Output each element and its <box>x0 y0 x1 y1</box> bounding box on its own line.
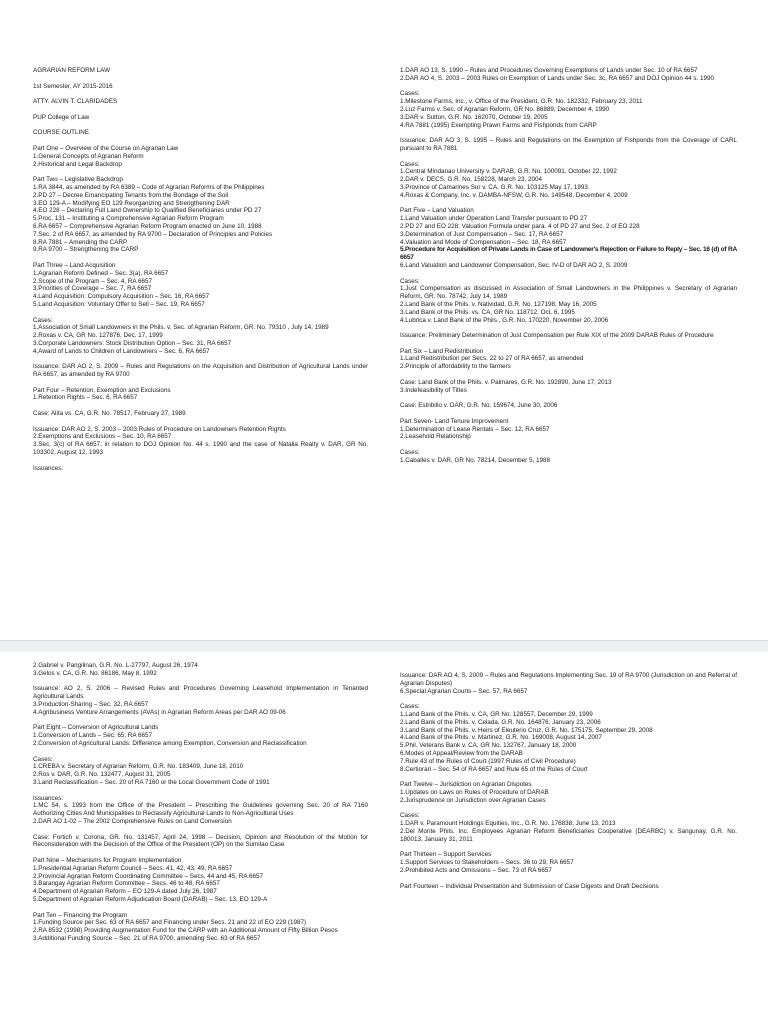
outline-block <box>400 332 737 340</box>
outline-line: 1.Central Mindanao University v. DARAB, G.R. No. 100091, October 22, 1992 <box>400 168 617 176</box>
outline-line: 1.Association of Small Landowners in the Phils. v. Sec. of Agrarian Reform, GR. No. 79310 , July 14, 1989 <box>33 324 329 332</box>
outline-line: 1.Milestone Farms, Inc., v. Office of the President, G.R. No. 182332, February 23, 2011 <box>400 98 643 106</box>
outline-line: 5.Phil. Veterans Bank v. CA, GR No. 132767, January 18, 2000 <box>400 742 577 750</box>
outline-line: 3.DAR v. Sutton, G.R. No. 162070, October 19, 2005 <box>400 113 548 121</box>
outline-line: 1.CREBA v. Secretary of Agrarian Reform, G.R. No. 183409, June 18, 2010 <box>33 763 244 771</box>
outline-line: Cases: <box>400 160 420 168</box>
outline-line: 1.General Concepts of Agrarian Reform <box>33 152 144 160</box>
outline-line: Issuances: <box>33 794 64 802</box>
outline-line: 5.Procedure for Acquisition of Private Lands in Case of Landowner's Rejection or Failure to Reply – Sec. 16 (d) of RA 6657 <box>400 246 737 262</box>
outline-line: Part Seven- Land Tenure Improvement <box>400 417 509 425</box>
outline-line: 1.Just Compensation as discussed in Association of Small Landowners in the Philippines v. Secretary of Agrarian Reform, GR. No. 78742, July 14, 1989 <box>400 285 737 301</box>
outline-line: 2.Land Bank of the Phils. v. Celada, G.R. No. 164876, January 23, 2006 <box>400 718 601 726</box>
outline-line: Issuance: DAR AO 3, S. 1995 – Rules and Regulations on the Exemption of Fishponds from the Coverage of CARL pursuant to RA 7881 <box>400 137 737 152</box>
outline-line: Part Nine – Mechanisms for Program Implementation <box>33 856 182 864</box>
outline-line: 4.Land Acquisition: Compulsory Acquisition – Sec. 16, RA 6657 <box>33 293 210 301</box>
outline-line: Case: Alita vs. CA, G.R. No. 78517, February 27, 1989 <box>33 410 186 418</box>
outline-block <box>33 857 368 904</box>
outline-line: 2.Exemptions and Exclusions – Sec. 10, RA 6657 <box>33 433 172 441</box>
outline-line: 1.Land Redistribution per Secs. 22 to 27 of RA 6657, as amended <box>400 355 584 363</box>
outline-line: 2.Luz Farms v. Sec. of Agrarian Reform, GR No. 86889, December 4, 1990 <box>400 105 610 113</box>
outline-block <box>33 795 368 826</box>
outline-line: 1st Semester, AY 2015-2016 <box>33 82 113 90</box>
outline-block <box>33 662 368 678</box>
outline-line: Case: Land Bank of the Phils. v. Palmares, G.R. No. 192890, June 17, 2013 <box>400 378 612 386</box>
outline-line: 1.RA 3844, as amended by RA 6389 – Code of Agrarian Reforms of the Philippines <box>33 183 265 191</box>
outline-line: 3.Land Reclassification – Sec. 20 of RA 7160 or the Local Government Code of 1991 <box>33 778 270 786</box>
outline-line: 4.Agribusiness Venture Arrangements (AVAs) in Agrarian Reform Areas per DAR AO 09-06 <box>33 708 286 716</box>
outline-line: Part Ten – Financing the Program <box>33 911 128 919</box>
outline-line: 2.Gabriel v. Pangilinan, G.R. No. L-27797, August 26, 1974 <box>33 662 198 669</box>
outline-block <box>400 812 737 843</box>
outline-line: 1.DAR v. Paramount Holdings Equities, Inc., G.R. No. 176838, June 13, 2013 <box>400 820 616 828</box>
outline-block <box>33 98 368 106</box>
outline-line: Part Four – Retention, Exemption and Exclusions <box>33 386 171 394</box>
outline-line: AGRARIAN REFORM LAW <box>33 67 111 74</box>
outline-line: 2.RA 8532 (1998) Providing Augmentation Fund for the CARP with an Additional Amount of Fifty Billion Pesos <box>33 927 338 935</box>
outline-block <box>33 317 368 356</box>
outline-block <box>33 912 368 943</box>
outline-block <box>400 379 737 395</box>
outline-block <box>33 426 368 457</box>
outline-line: 1.Land Valuation under Operation Land Transfer pursuant to PD 27 <box>400 215 588 223</box>
outline-line: 2.PD 27 and EO 228: Valuation Formula under para. 4 of PD 27 and Sec. 2 of EO 228 <box>400 222 640 230</box>
outline-line: PUP College of Law <box>33 113 90 121</box>
outline-line: 1.Updates on Laws on Rules of Procedure of DARAB <box>400 788 549 796</box>
outline-line: 1.Agrarian Reform Defined – Sec. 3(a), RA 6657 <box>33 269 169 277</box>
outline-line: 3.Land Bank of the Phils. vs. CA, GR No. 118712, Oct. 6, 1995 <box>400 308 575 316</box>
outline-block <box>33 129 368 137</box>
outline-line: Cases: <box>33 316 53 324</box>
outline-line: Cases: <box>33 755 53 763</box>
outline-line: 2.DAR v. DECS, G.R. No. 158228, March 23, 2004 <box>400 176 542 184</box>
outline-line: 1.DAR AO 13, S. 1990 – Rules and Procedures Governing Exemptions of Lands under Sec. 10 of RA 6657 <box>400 67 698 74</box>
outline-line: Cases: <box>400 90 420 98</box>
outline-line: 3.Gelos v. CA, G.R. No. 86186, May 8, 1992 <box>33 669 157 677</box>
outline-line: 8.RA 7881 – Amending the CARP <box>33 238 128 246</box>
outline-line: 4.Valuation and Mode of Compensation – Sec. 18, RA 6657 <box>400 238 567 246</box>
outline-line: Part Six – Land Redistribution <box>400 347 484 355</box>
outline-block <box>33 724 368 747</box>
outline-line: 2.Principle of affordability to the farmers <box>400 363 511 371</box>
outline-block <box>33 67 368 75</box>
outline-line: ATTY. ALVIN T. CLARIDADES <box>33 98 118 106</box>
outline-line: 4.Department of Agrarian Reform – EO 129-A dated July 26, 1987 <box>33 888 217 896</box>
outline-line: 3.Determination of Just Compensation – Sec. 17, RA 6657 <box>400 230 564 238</box>
outline-line: 4.Land Bank of the Phils. v. Martinez, G.R. No. 169008, August 14, 2007 <box>400 734 602 742</box>
outline-block <box>33 145 368 168</box>
outline-line: Issuance: DAR AO 4, S. 2009 – Rules and Regulations Implementing Sec. 19 of RA 9700 (Jurisdiction on and Referral of Agrarian Disputes) <box>400 672 737 687</box>
outline-block <box>33 685 368 716</box>
outline-line: 5.Department of Agrarian Reform Adjudication Board (DARAB) – Sec. 13, EO 129-A <box>33 895 268 903</box>
outline-line: 3.Additional Funding Source – Sec. 21 of RA 9700, amending Sec. 63 of RA 6657 <box>33 934 261 942</box>
outline-line: 3.Province of Camarines Sur v. CA, G.R. No. 103125 May 17, 1993 <box>400 183 588 191</box>
outline-line: 2.Provincial Agrarian Reform Coordinating Committee – Secs. 44 and 45, RA 6657 <box>33 872 263 880</box>
outline-line: 2.Conversion of Agricultural Lands: Difference among Exemption, Conversion and Reclassification <box>33 739 307 747</box>
outline-block <box>33 262 368 309</box>
outline-line: Part Three – Land Acquisition <box>33 261 116 269</box>
outline-block <box>400 90 737 129</box>
outline-line: COURSE OUTLINE <box>33 129 89 137</box>
outline-block <box>400 161 737 200</box>
outline-line: Part Five – Land Valuation <box>400 207 474 215</box>
outline-block <box>33 83 368 91</box>
outline-line: Cases: <box>400 277 420 285</box>
outline-line: Issuance: Preliminary Determination of Just Compensation per Rule XIX of the 2009 DARAB Rules of Procedure <box>400 332 714 340</box>
outline-line: 1.Land Bank of the Phils. v. CA, GR No. 128557, December 29, 1999 <box>400 710 593 718</box>
outline-block <box>400 137 737 153</box>
outline-line: Part One – Overview of the Course on Agrarian Law <box>33 144 179 152</box>
outline-line: 1.Presidential Agrarian Reform Council – Secs. 41, 42, 43, 49, RA 6657 <box>33 864 233 872</box>
outline-line: 2.Roxas v. CA, GR No. 127876, Dec. 17, 1999 <box>33 332 163 340</box>
outline-block <box>400 402 737 410</box>
outline-line: 1.Funding Source per Sec. 63 of RA 6657 and Financing under Secs. 21 and 22 of EO 229 (1987) <box>33 919 307 927</box>
outline-block <box>400 851 737 874</box>
outline-line: 6.Special Agrarian Courts – Sec. 57, RA 6657 <box>400 687 528 695</box>
outline-line: 7.Rule 43 of the Rules of Court (1997 Rules of Civil Procedure) <box>400 757 576 765</box>
outline-block <box>400 207 737 269</box>
outline-line: 8.Certiorari – Sec. 54 of RA 6657 and Rule 65 of the Rules of Court <box>400 765 588 773</box>
outline-line: 4.Roxas & Company, Inc. v. DAMBA-NFSW, G.R. No. 149548, December 4, 2009 <box>400 191 628 199</box>
outline-line: 1.Retention Rights – Sec. 6, RA 6657 <box>33 394 138 402</box>
outline-line: Cases: <box>400 703 420 711</box>
outline-line: 1.Support Services to Stakeholders – Secs. 36 to 29, RA 6657 <box>400 859 574 867</box>
outline-line: 3.Corporate Landowners: Stock Distribution Option – Sec. 31, RA 6657 <box>33 339 232 347</box>
outline-line: Issuance: DAR AO 2, S. 2003 – 2003 Rules of Procedure on Landowners Retention Rights <box>33 425 286 433</box>
outline-line: 1.Determination of Lease Rentals – Sec. 12, RA 6657 <box>400 425 550 433</box>
outline-line: Issuance: DAR AO 2, S. 2009 – Rules and Regulations on the Acquisition and Distribution of Agricultural Lands under RA 6657, as amended by RA 9700 <box>33 363 368 379</box>
outline-block <box>33 410 368 418</box>
outline-line: 4.Award of Lands to Children of Landowners – Sec. 6, RA 6657 <box>33 347 210 355</box>
outline-line: 2.Scope of the Program – Sec. 4, RA 6657 <box>33 277 153 285</box>
outline-line: 3.Priorities of Coverage – Sec. 7, RA 6657 <box>33 285 152 293</box>
outline-line: 3.EO 129-A – Modifying EO 129 Reorganizing and Strengthening DAR <box>33 199 230 207</box>
outline-line: 9.RA 9700 – Strengthening the CARP <box>33 246 139 254</box>
outline-line: 2.Land Bank of the Phils. v. Natividad, G.R. No. 127198, May 16, 2005 <box>400 300 597 308</box>
outline-line: 1.Caballes v. DAR, GR No. 78214, December 5, 1988 <box>400 456 551 464</box>
outline-line: Part Twelve – Jurisdiction on Agrarian Disputes <box>400 781 532 789</box>
outline-line: Case: Estribillo v. DAR, G.R. No. 159674, June 30, 2006 <box>400 402 558 410</box>
outline-line: 5.Land Acquisition: Voluntary Offer to Sell – Sec. 19, RA 6657 <box>33 300 205 308</box>
outline-block <box>400 703 737 773</box>
outline-line: 4.EO 228 – Declaring Full Land Ownership to Qualified Beneficiaries under PD 27 <box>33 207 262 215</box>
outline-line: 2.Prohibited Acts and Omissions – Sec. 73 of RA 6657 <box>400 866 552 874</box>
outline-block <box>33 756 368 787</box>
outline-line: 2.Ros v. DAR, G.R. No. 132477, August 31, 2005 <box>33 771 171 779</box>
outline-line: 2.Leasehold Relationship <box>400 433 471 441</box>
outline-line: 6.Modes of Appeal/Review from the DARAB <box>400 749 523 757</box>
outline-line: Issuances: <box>33 464 64 472</box>
outline-block <box>400 418 737 441</box>
outline-block <box>33 363 368 379</box>
outline-line: Case: Fortich v. Corona, GR. No. 131457, April 24, 1998 – Decision, Opinion and Resolution of the Motion for Reconsideration with the Decision of the Office of the President (OP) on the Sumilao Case <box>33 833 368 849</box>
outline-line: 4.RA 7881 (1995) Exempting Prawn Farms and Fishponds from CARP <box>400 121 597 129</box>
outline-line: 2.Historical and Legal Backdrop <box>33 160 122 168</box>
outline-line: 2.Jurisprudence on Jurisdiction over Agrarian Cases <box>400 796 546 804</box>
outline-line: Part Thirteen – Support Services <box>400 851 492 859</box>
outline-block <box>400 781 737 804</box>
outline-block <box>400 67 737 83</box>
outline-line: Cases: <box>400 812 420 820</box>
outline-block <box>400 672 737 695</box>
page-1-right-column <box>400 67 737 472</box>
outline-line: 2.Del Monte Phils. Inc. Employees Agrarian Reform Beneficiaries Cooperative (DEARBC) v. Sangunay, G.R. No. 180013, January 31, 2011 <box>400 827 737 843</box>
outline-line: 3.Sec. 3(c) of RA 6657, in relation to DOJ Opinion No. 44 s. 1990 and the case of Natalia Realty v. DAR, GR No. 103302, August 12, 1993 <box>33 441 368 457</box>
outline-block <box>33 387 368 403</box>
outline-line: 2.DAR AO 1-02 – The 2002 Comprehensive Rules on Land Conversion <box>33 817 232 825</box>
outline-block <box>33 465 368 473</box>
outline-line: Cases: <box>400 449 420 457</box>
outline-block <box>33 176 368 254</box>
outline-block <box>33 114 368 122</box>
page-2-left-column <box>33 662 368 950</box>
outline-line: 2.PD 27 – Decree Emancipating Tenants from the Bondage of the Soil <box>33 191 229 199</box>
outline-line: 7.Sec. 2 of RA 6657, as amended by RA 9700 – Declaration of Principles and Policies <box>33 230 273 238</box>
outline-line: Part Fourteen – Individual Presentation and Submission of Case Digests and Draft Decisions <box>400 882 659 890</box>
page-2-right-column <box>400 672 737 898</box>
page-1-left-column <box>33 67 368 480</box>
outline-line: 4.Lubrica v. Land Bank of the Phils., G.R. No. 170220, November 20, 2006 <box>400 316 609 324</box>
outline-line: 6.Land Valuation and Landowner Compensation, Sec. IV-D of DAR AO 2, S. 2009 <box>400 261 628 269</box>
outline-line: 3.Barangay Agrarian Reform Committee – Secs. 46 to 48, RA 6657 <box>33 880 220 888</box>
outline-block <box>400 278 737 325</box>
outline-line: 3.Land Bank of the Phils. v. Heirs of Eleuterio Cruz, G.R. No. 175175, September 29, 2008 <box>400 726 653 734</box>
outline-line: Issuance: AO 2, S. 2006 – Revised Rules and Procedures Governing Leasehold Implementation in Tenanted Agricultural Lands <box>33 685 368 701</box>
outline-line: 3.Production-Sharing – Sec. 32, RA 6657 <box>33 700 149 708</box>
outline-block <box>400 883 737 891</box>
outline-line: Part Two – Legislative Backdrop <box>33 176 123 184</box>
outline-block <box>33 834 368 850</box>
outline-line: Part Eight – Conversion of Agricultural Lands <box>33 724 159 732</box>
outline-line: 3.Indefeasibility of Titles <box>400 386 467 394</box>
document-page-2 <box>0 652 768 1024</box>
outline-block <box>400 449 737 465</box>
outline-line: 1.Conversion of Lands – Sec. 65, RA 6657 <box>33 732 153 740</box>
outline-line: 6.RA 6657 – Comprehensive Agrarian Reform Program enacted on June 10, 1988 <box>33 222 262 230</box>
outline-line: 5.Proc. 131 – Instituting a Comprehensive Agrarian Reform Program <box>33 215 224 223</box>
outline-line: 2.DAR AO 4, S. 2003 – 2003 Rules on Exemption of Lands under Sec. 3c, RA 6657 and DOJ Opinion 44 s. 1990 <box>400 74 714 82</box>
outline-line: 1.MC 54, s. 1993 from the Office of the President – Prescribing the Guidelines governing Sec. 20 of RA 7160 Authorizing Cities And Municipalities to Reclassify Agricultural Lands to Non-Agricultural Uses <box>33 802 368 818</box>
outline-block <box>400 348 737 371</box>
